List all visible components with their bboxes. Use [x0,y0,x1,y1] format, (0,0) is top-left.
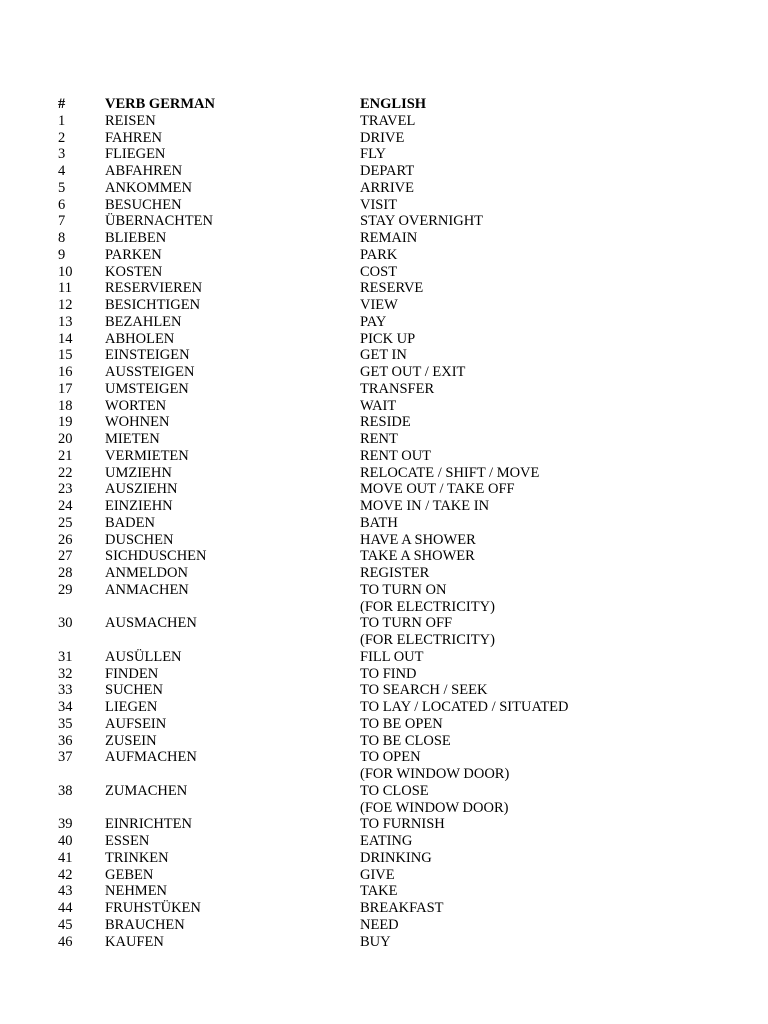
english-translation [360,280,423,297]
row-number: 26 [58,531,73,548]
table-row [0,364,768,381]
english-translation [360,515,398,532]
german-verb: ABFAHREN [105,163,183,179]
table-row [0,850,768,867]
english-translation [360,833,412,850]
row-number: 43 [58,883,73,900]
english-translation [360,934,391,951]
row-number: 37 [58,749,73,766]
table-row [0,130,768,147]
english-translation [360,264,397,281]
german-verb: ÜBERNACHTEN [105,213,213,230]
english-line: TO BE OPEN [360,715,443,732]
row-number: 44 [58,900,73,916]
english-line: DEPART [360,163,415,179]
english-translation [360,749,509,783]
table-row [0,247,768,264]
english-translation [360,230,417,247]
german-verb: VERMIETEN [105,447,189,464]
german-verb: EINRICHTEN [105,816,192,833]
table-row [0,515,768,532]
english-translation [360,716,443,733]
german-verb: ZUMACHEN [105,782,188,799]
table-row [0,532,768,549]
german-verb: EINZIEHN [105,498,173,514]
english-line: STAY OVERNIGHT [360,213,484,230]
german-verb: RESERVIEREN [105,280,203,297]
english-line: ARRIVE [360,179,414,196]
table-row [0,682,768,699]
english-translation [360,431,398,448]
english-translation [360,481,515,498]
english-translation [360,666,417,683]
german-verb: ANMELDON [105,565,188,581]
german-verb: BESUCHEN [105,196,182,213]
german-verb: AUFSEIN [105,715,167,732]
row-number: 24 [58,498,73,514]
english-translation [360,548,475,565]
english-line: TRANSFER [360,380,435,397]
english-translation [360,113,415,130]
row-number: 20 [58,431,73,447]
row-number: 21 [58,447,73,464]
row-number: 29 [58,581,73,598]
english-line: VISIT [360,196,398,213]
english-line: RESERVE [360,280,424,297]
english-translation [360,414,411,431]
english-translation [360,197,397,214]
english-line: TAKE A SHOWER [360,548,475,565]
english-translation [360,448,431,465]
row-number: 42 [58,866,73,883]
german-verb: BLIEBEN [105,230,167,246]
english-line: TAKE [360,883,398,900]
english-line: BUY [360,933,391,950]
table-row [0,213,768,230]
german-verb: ANKOMMEN [105,179,192,196]
german-verb: BADEN [105,514,155,531]
english-line: BATH [360,514,398,531]
row-number: 28 [58,565,73,581]
english-line: (FOR WINDOW DOOR) [360,766,510,782]
table-row [0,180,768,197]
english-line: TO TURN OFF [360,615,453,632]
german-verb: FLIEGEN [105,146,166,163]
english-translation [360,699,569,716]
english-line: TO CLOSE [360,782,429,799]
english-translation [360,163,414,180]
english-line: REGISTER [360,565,430,581]
english-translation [360,146,386,163]
row-number: 11 [58,280,72,297]
row-number: 30 [58,615,73,632]
table-row [0,146,768,163]
german-verb: ESSEN [105,833,150,849]
table-row [0,733,768,750]
row-number: 19 [58,414,73,431]
row-number: 13 [58,313,73,330]
english-line: NEED [360,916,399,933]
table-row [0,414,768,431]
row-number: 38 [58,782,73,799]
row-number: 23 [58,481,73,498]
german-verb: TRINKEN [105,849,169,866]
english-translation [360,532,476,549]
header-english: ENGLISH [360,96,427,112]
english-translation [360,900,444,917]
table-row [0,666,768,683]
english-line: PICK UP [360,330,416,347]
row-number: 6 [58,196,66,213]
table-row [0,716,768,733]
english-line: FILL OUT [360,648,424,665]
english-line: FLY [360,146,386,163]
english-translation [360,850,432,867]
german-verb: AUSMACHEN [105,615,197,632]
english-translation [360,347,407,364]
row-number: 17 [58,380,73,397]
row-number: 15 [58,347,73,364]
table-row [0,163,768,180]
row-number: 34 [58,699,73,715]
german-verb: NEHMEN [105,883,168,900]
german-verb: KAUFEN [105,933,164,950]
english-translation [360,465,539,482]
row-number: 12 [58,297,73,313]
row-number: 40 [58,833,73,849]
english-translation [360,582,495,616]
table-row [0,280,768,297]
header-number: # [58,96,66,112]
table-header [0,96,768,113]
german-verb: BESICHTIGEN [105,297,201,313]
german-verb: BRAUCHEN [105,916,185,933]
german-verb: GEBEN [105,866,154,883]
english-line: REMAIN [360,230,418,246]
german-verb: REISEN [105,112,156,129]
english-translation [360,733,451,750]
row-number: 7 [58,213,66,230]
table-row [0,699,768,716]
german-verb: MIETEN [105,431,160,447]
table-row [0,398,768,415]
row-number: 3 [58,146,66,163]
german-verb: ANMACHEN [105,581,189,598]
english-line: RELOCATE / SHIFT / MOVE [360,464,540,481]
german-verb: WORTEN [105,397,167,414]
german-verb: UMZIEHN [105,464,172,481]
english-line: PAY [360,313,387,330]
vocabulary-table [0,96,768,950]
german-verb: DUSCHEN [105,531,174,548]
english-line: TO FIND [360,665,417,682]
table-row [0,347,768,364]
german-verb: FAHREN [105,129,162,146]
german-verb: SICHDUSCHEN [105,548,207,565]
german-verb: LIEGEN [105,699,158,715]
english-translation [360,398,396,415]
german-verb: ABHOLEN [105,330,175,347]
english-line: GIVE [360,866,395,883]
german-verb: AUSÜLLEN [105,648,182,665]
row-number: 1 [58,112,66,129]
row-number: 36 [58,732,73,749]
english-line: TO LAY / LOCATED / SITUATED [360,699,569,715]
english-translation [360,816,445,833]
english-translation [360,615,495,649]
row-number: 5 [58,179,66,196]
table-row [0,565,768,582]
row-number: 45 [58,916,73,933]
row-number: 35 [58,715,73,732]
table-row [0,481,768,498]
table-row [0,498,768,515]
german-verb: PARKEN [105,246,162,263]
row-number: 32 [58,665,73,682]
english-translation [360,565,429,582]
german-verb: KOSTEN [105,263,163,280]
table-row [0,883,768,900]
row-number: 33 [58,682,73,699]
english-translation [360,213,483,230]
german-verb: SUCHEN [105,682,164,699]
table-row [0,934,768,951]
english-line: EATING [360,833,413,849]
english-translation [360,364,465,381]
table-row [0,448,768,465]
row-number: 16 [58,364,73,380]
table-row [0,381,768,398]
english-line: TO FURNISH [360,816,445,833]
german-verb: BEZAHLEN [105,313,182,330]
row-number: 39 [58,816,73,833]
german-verb: EINSTEIGEN [105,347,190,364]
english-line: WAIT [360,397,397,414]
row-number: 22 [58,464,73,481]
row-number: 25 [58,514,73,531]
english-translation [360,682,487,699]
english-line: BREAKFAST [360,900,444,916]
table-row [0,314,768,331]
english-line: RENT [360,431,398,447]
english-translation [360,180,414,197]
row-number: 41 [58,849,73,866]
table-row [0,582,768,616]
english-line: VIEW [360,297,398,313]
english-translation [360,498,489,515]
english-translation [360,381,434,398]
row-number: 18 [58,397,73,414]
english-line: MOVE OUT / TAKE OFF [360,481,515,498]
table-row [0,783,768,817]
table-row [0,615,768,649]
english-translation [360,130,404,147]
table-row [0,331,768,348]
row-number: 31 [58,648,73,665]
english-line: DRIVE [360,129,405,146]
english-line: (FOR ELECTRICITY) [360,632,495,648]
table-row [0,264,768,281]
english-line: (FOR ELECTRICITY) [360,598,495,615]
english-translation [360,331,415,348]
header-verb-german: VERB GERMAN [105,96,215,112]
table-row [0,833,768,850]
table-body [0,113,768,951]
english-line: HAVE A SHOWER [360,531,476,548]
english-translation [360,649,424,666]
row-number: 27 [58,548,73,565]
german-verb: WOHNEN [105,414,170,431]
english-translation [360,867,395,884]
english-translation [360,783,508,817]
german-verb: ZUSEIN [105,732,157,749]
table-row [0,431,768,448]
english-line: DRINKING [360,849,432,866]
row-number: 9 [58,246,66,263]
table-row [0,230,768,247]
row-number: 8 [58,230,66,246]
table-row [0,867,768,884]
german-verb: AUFMACHEN [105,749,197,766]
english-line: RESIDE [360,414,411,431]
english-translation [360,883,398,900]
english-line: GET OUT / EXIT [360,364,466,380]
english-line: RENT OUT [360,447,432,464]
german-verb: AUSSTEIGEN [105,364,195,380]
german-verb: FINDEN [105,665,159,682]
english-line: MOVE IN / TAKE IN [360,498,490,514]
english-line: COST [360,263,398,280]
table-row [0,297,768,314]
english-line: (FOE WINDOW DOOR) [360,799,509,816]
table-row [0,548,768,565]
table-row [0,113,768,130]
row-number: 46 [58,933,73,950]
table-row [0,917,768,934]
german-verb: FRUHSTÜKEN [105,900,201,916]
table-row [0,749,768,783]
german-verb: UMSTEIGEN [105,380,189,397]
table-row [0,900,768,917]
table-row [0,197,768,214]
english-translation [360,247,397,264]
english-translation [360,314,386,331]
english-translation [360,297,398,314]
english-translation [360,917,399,934]
row-number: 4 [58,163,66,179]
row-number: 14 [58,330,73,347]
english-line: GET IN [360,347,407,364]
table-row [0,816,768,833]
english-line: TO BE CLOSE [360,732,451,749]
table-row [0,649,768,666]
english-line: PARK [360,246,398,263]
english-line: TO OPEN [360,749,421,766]
row-number: 10 [58,263,73,280]
german-verb: AUSZIEHN [105,481,178,498]
table-row [0,465,768,482]
english-line: TO SEARCH / SEEK [360,682,488,699]
english-line: TO TURN ON [360,581,447,598]
row-number: 2 [58,129,66,146]
english-line: TRAVEL [360,112,416,129]
